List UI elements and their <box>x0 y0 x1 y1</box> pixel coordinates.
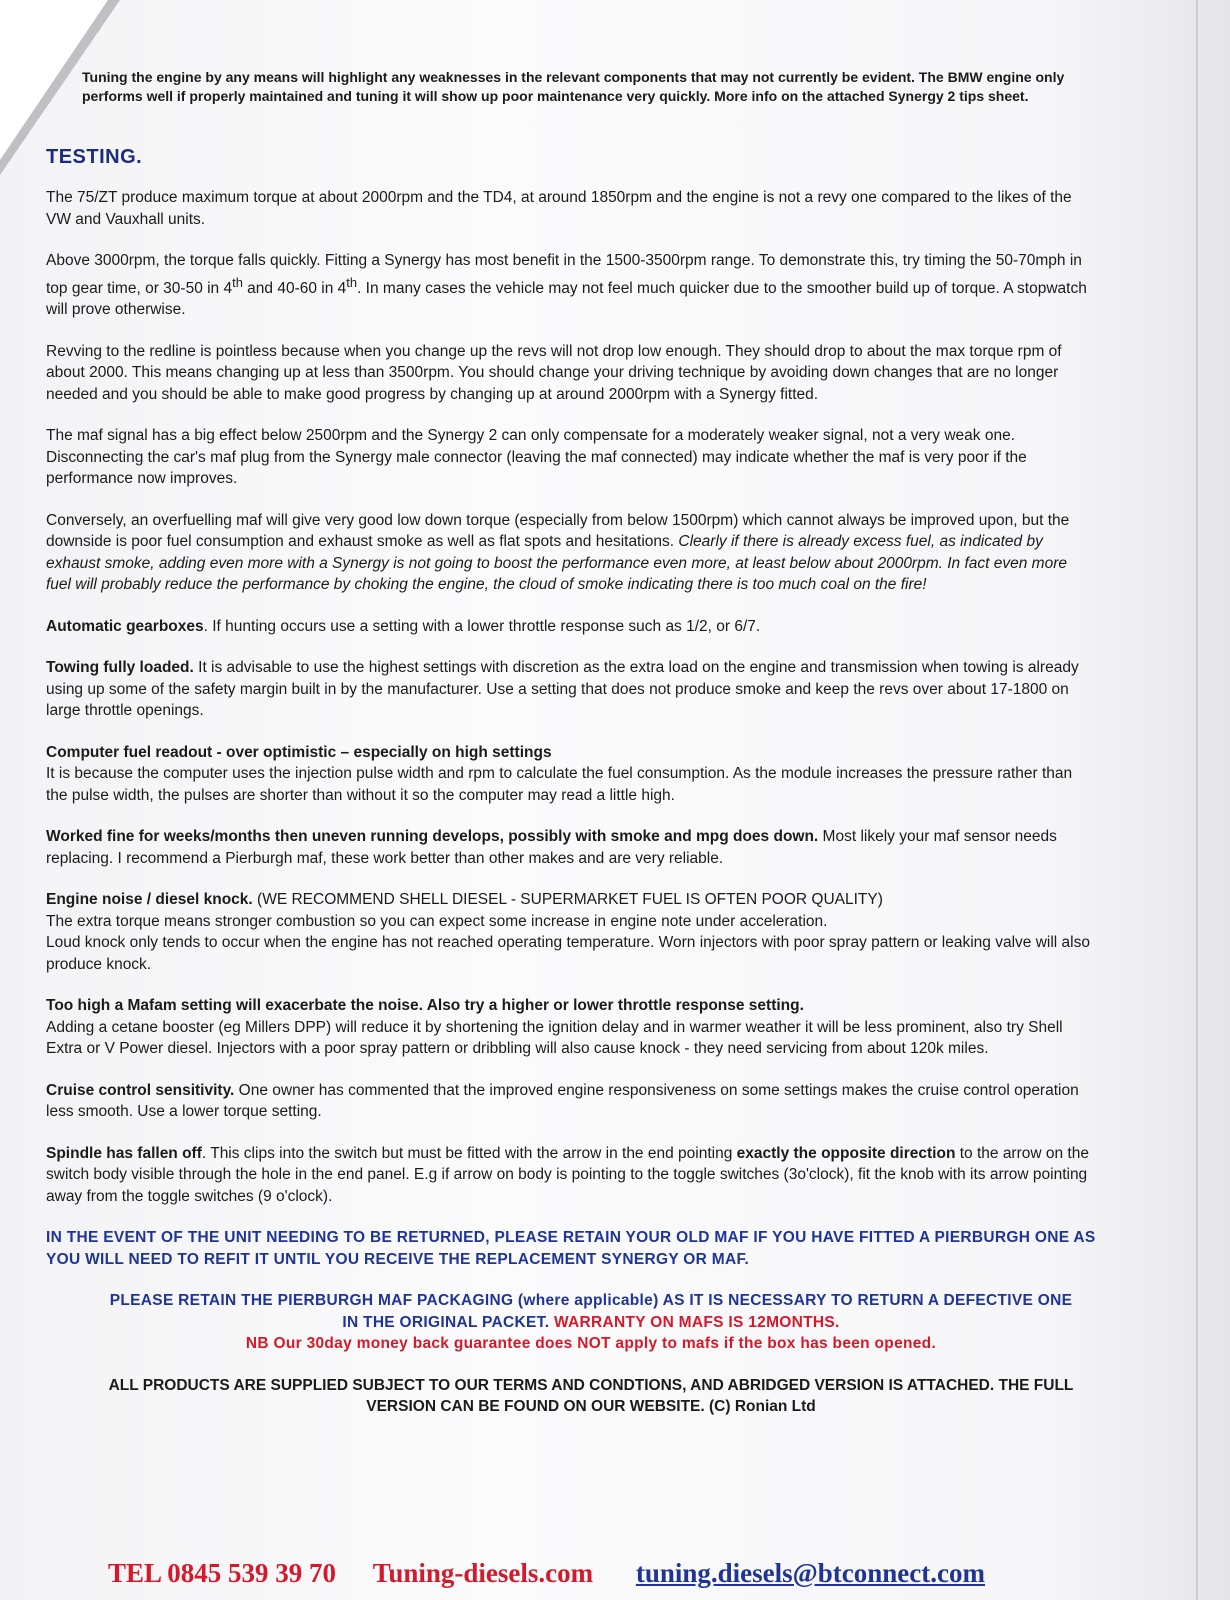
paragraph-automatic-gearboxes <box>46 616 1096 638</box>
text: Loud knock only tends to occur when the engine has not reached operating temperature. Worn injectors with poor spray pattern or leaking valve will also produce knock. <box>46 934 1090 973</box>
email-link[interactable]: tuning.diesels@btconnect.com <box>635 1558 985 1588</box>
superscript: th <box>346 274 358 290</box>
paragraph-cruise-control <box>46 1080 1096 1123</box>
text: Adding a cetane booster (eg Millers DPP) will reduce it by shortening the ignition delay and in warmer weather it will be less prominent, also try Shell Extra or V Power diesel. Injectors with a poor spray pattern or dribbling will also cause knock - they need servicing from about 120k miles. <box>46 1018 1063 1058</box>
text: (WE RECOMMEND SHELL DIESEL - SUPERMARKET FUEL IS OFTEN POOR QUALITY) <box>252 891 883 909</box>
text: Above 3000rpm, the torque falls quickly. Fitting a Synergy has most benefit in the 1500-3500rpm range. To demonstrate this, try timing the 50-70mph in top gear time, or 30-50 in 4 <box>46 252 1082 297</box>
return-notice: IN THE EVENT OF THE UNIT NEEDING TO BE RETURNED, PLEASE RETAIN YOUR OLD MAF IF YOU HAVE FITTED A PIERBURGH ONE AS YOU WILL NEED TO REFIT IT UNTIL YOU RECEIVE THE REPLACEMENT SYNERGY OR MAF. <box>46 1229 1096 1268</box>
paragraph-mafam <box>46 995 1096 1060</box>
terms-notice: ALL PRODUCTS ARE SUPPLIED SUBJECT TO OUR TERMS AND CONDTIONS, AND ABRIDGED VERSION IS ATTACHED. THE FULL VERSION CAN BE FOUND ON OUR WEBSITE. (C) Ronian Ltd <box>108 1376 1074 1416</box>
page-crease <box>1196 0 1198 1600</box>
text: to the arrow on the switch body visible through the hole in the end panel. E.g if arrow on body is pointing to the toggle switches (3o'clock), fit the knob with its arrow pointing away from the toggle switches (9 o'clock). <box>46 1144 1089 1205</box>
warranty-text: WARRANTY ON MAFS IS 12MONTHS. <box>553 1313 840 1331</box>
paragraph-redline: Revving to the redline is pointless because when you change up the revs will not drop low enough. They should drop to about the max torque rpm of about 2000. This means changing up at less than 3500rpm. You should change your driving technique by avoiding down changes that are no longer needed and you should be able to make good progress by changing up at around 2000rpm with a Synergy fitted. <box>46 342 1062 403</box>
text: The extra torque means stronger combustion so you can expect some increase in engine note under acceleration. <box>46 912 828 930</box>
text: . This clips into the switch but must be fitted with the arrow in the end pointing <box>201 1144 737 1162</box>
website-link[interactable]: Tuning-diesels.com <box>372 1558 594 1588</box>
bold-lead: Engine noise / diesel knock. <box>46 891 253 909</box>
paragraph-maf-signal: The maf signal has a big effect below 2500rpm and the Synergy 2 can only compensate for a moderately weaker signal, not a very weak one. Disconnecting the car's maf plug from the Synergy male connector (leaving the maf connected) may indicate whether the maf is very poor if the performance now improves. <box>46 427 1027 488</box>
text: One owner has commented that the improved engine responsiveness on some settings makes the cruise control operation less smooth. Use a lower torque setting. <box>46 1081 1079 1121</box>
italic-text: Clearly if there is already excess fuel, as indicated by exhaust smoke, adding even more with a Synergy is not going to boost the performance even more, at least below about 2000rpm. In fact even more fuel will probably reduce the performance by choking the engine, the cloud of smoke indicating there is too much coal on the fire! <box>46 533 1067 594</box>
paragraph-fuel-readout <box>46 742 1096 807</box>
paragraph-rpm-range <box>46 250 1096 321</box>
intro-paragraph: Tuning the engine by any means will highlight any weaknesses in the relevant components that may not currently be evident. The BMW engine only performs well if properly maintained and tuning it will show up poor maintenance very quickly. More info on the attached Synergy 2 tips sheet. <box>82 69 1065 104</box>
contact-footer <box>108 1558 1108 1589</box>
bold-lead: Too high a Mafam setting will exacerbate the noise. Also try a higher or lower throttle response setting. <box>46 997 804 1015</box>
paragraph-towing <box>46 657 1096 722</box>
section-heading: TESTING. <box>46 146 143 168</box>
bold-lead: Towing fully loaded. <box>46 659 194 677</box>
text: PLEASE RETAIN THE PIERBURGH MAF PACKAGING (where applicable) AS IT IS NECESSARY TO RETURN A DEFECTIVE ONE IN THE ORIGINAL PACKET. <box>109 1292 1073 1331</box>
bold-lead: Spindle has fallen off <box>46 1144 202 1162</box>
text: . In many cases the vehicle may not feel much quicker due to the smoother build up of torque. A stopwatch will prove otherwise. <box>46 279 1087 319</box>
bold-text: exactly the opposite direction <box>736 1144 956 1162</box>
bold-lead: Worked fine for weeks/months then uneven running develops, possibly with smoke and mpg does down. <box>46 828 819 846</box>
paragraph-spindle <box>46 1143 1096 1208</box>
text: and 40-60 in 4 <box>242 279 347 297</box>
bold-lead: Automatic gearboxes <box>46 617 204 635</box>
paragraph-uneven-running <box>46 826 1096 869</box>
text: Most likely your maf sensor needs replacing. I recommend a Pierburgh maf, these work better than other makes and are very reliable. <box>46 828 1057 867</box>
text: It is because the computer uses the injection pulse width and rpm to calculate the fuel consumption. As the module increases the pressure rather than the pulse width, the pulses are shorter than without it so the computer may read a little high. <box>46 765 1073 804</box>
bold-lead: Cruise control sensitivity. <box>46 1081 235 1099</box>
superscript: th <box>232 274 243 290</box>
text: . If hunting occurs use a setting with a lower throttle response such as 1/2, or 6/7. <box>203 617 761 635</box>
guarantee-text: NB Our 30day money back guarantee does NOT apply to mafs if the box has been opened. <box>245 1335 937 1353</box>
bold-lead: Computer fuel readout - over optimistic – especially on high settings <box>46 743 552 761</box>
text: It is advisable to use the highest settings with discretion as the extra load on the engine and transmission when towing is already using up some of the safety margin built in by the manufacturer. Use a setting that does not produce smoke and keep the revs over about 17-1800 on large throttle openings. <box>46 659 1079 720</box>
telephone: TEL 0845 539 39 70 <box>108 1558 337 1588</box>
paragraph-overfuelling <box>46 510 1096 596</box>
paragraph-torque: The 75/ZT produce maximum torque at about 2000rpm and the TD4, at around 1850rpm and the engine is not a revy one compared to the likes of the VW and Vauxhall units. <box>46 189 1072 228</box>
paragraph-engine-noise <box>46 889 1096 975</box>
document-body <box>46 68 1096 1418</box>
text: Conversely, an overfuelling maf will give very good low down torque (especially from below 1500rpm) which cannot always be improved upon, but the downside is poor fuel consumption and exhaust smoke as well as flat spots and hesitations. <box>46 511 1070 551</box>
packaging-notice <box>46 1290 1096 1355</box>
